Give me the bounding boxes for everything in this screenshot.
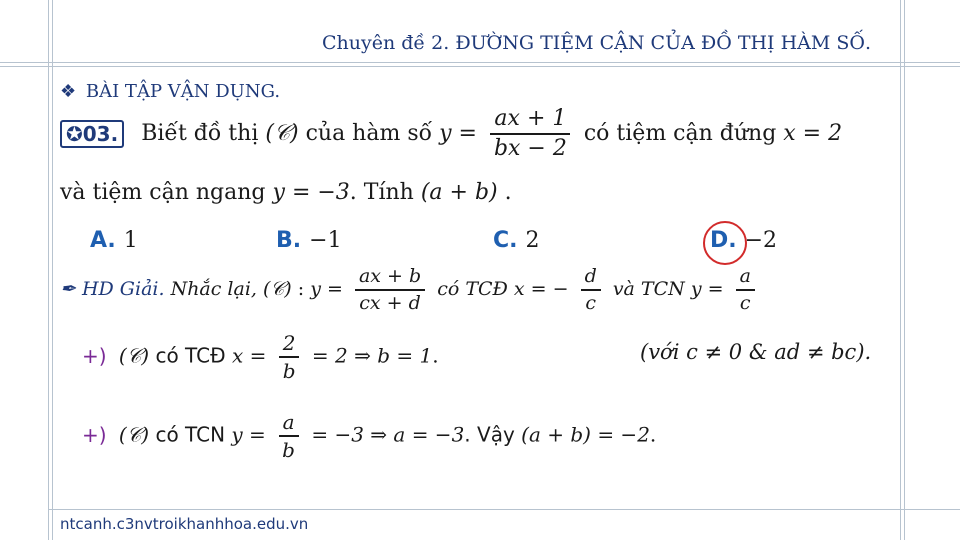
tcn-lhs: y = xyxy=(690,277,724,300)
graph-symbol: (𝒞) xyxy=(118,343,150,368)
step-fraction xyxy=(278,411,299,461)
question-text-4: và tiệm cận ngang xyxy=(60,180,266,205)
answer-value: −2 xyxy=(744,228,778,253)
correct-answer-circle xyxy=(703,221,747,265)
answer-value: 1 xyxy=(123,228,138,253)
question-text-1: Biết đồ thị xyxy=(141,121,259,147)
question-number: 03. xyxy=(82,122,119,147)
colon: : xyxy=(297,277,305,300)
fraction-denominator: bx − 2 xyxy=(493,136,567,162)
step-bullet: +) xyxy=(82,343,107,368)
final-answer: (a + b) = −2 xyxy=(521,422,650,447)
condition-text: (với c ≠ 0 & ad ≠ bc). xyxy=(640,340,872,364)
diamond-icon: ❖ xyxy=(60,81,77,102)
answer-value: 2 xyxy=(525,228,540,253)
footer-divider xyxy=(48,509,960,510)
answer-b[interactable] xyxy=(276,228,342,253)
step-fraction xyxy=(279,332,300,382)
step-vertical-asymptote xyxy=(82,332,439,382)
question-text-2: của hàm số xyxy=(305,121,433,147)
function-lhs: y = xyxy=(310,277,343,300)
frame-line-right xyxy=(900,0,901,540)
answer-label: B. xyxy=(276,228,302,253)
horizontal-asymptote: y = −3 xyxy=(272,180,350,205)
question-line-1 xyxy=(60,107,842,161)
general-fraction xyxy=(355,266,425,314)
step-conclusion-text: . Vậy xyxy=(464,422,515,447)
badge-star-icon: ✪ xyxy=(66,122,83,147)
graph-symbol: (𝒞) xyxy=(263,277,292,300)
step-end: . xyxy=(649,422,657,447)
answer-label: D. xyxy=(710,228,737,253)
frame-line-right-inner xyxy=(904,0,905,540)
step-text: có TCĐ xyxy=(155,343,226,368)
step-bullet: +) xyxy=(82,422,107,447)
step-horizontal-asymptote xyxy=(82,411,656,461)
fraction-denominator: c xyxy=(739,291,751,314)
section-title: BÀI TẬP VẬN DỤNG. xyxy=(85,81,281,102)
page-title: Chuyên đề 2. ĐƯỜNG TIỆM CẬN CỦA ĐỒ THỊ HÀM SỐ. xyxy=(322,32,872,54)
step-rhs: = 2 ⇒ b = 1 xyxy=(311,343,433,368)
fraction-denominator: c xyxy=(585,291,597,314)
question-line-2 xyxy=(60,180,512,205)
solution-label: HD Giải. xyxy=(81,277,165,300)
tcn-fraction xyxy=(736,266,755,314)
step-text: có TCN xyxy=(155,422,226,447)
answer-c[interactable] xyxy=(493,228,540,253)
fraction-numerator: d xyxy=(581,266,601,291)
tcd-fraction xyxy=(581,266,601,314)
frame-line-left xyxy=(48,0,49,540)
solution-hint xyxy=(60,266,761,314)
step-end: . xyxy=(432,343,439,368)
vertical-asymptote: x = 2 xyxy=(783,121,843,147)
answer-value: −1 xyxy=(309,228,342,253)
question-text-3: có tiệm cận đứng xyxy=(583,121,777,147)
step-lhs: x = xyxy=(231,343,267,368)
function-fraction xyxy=(490,107,571,161)
graph-symbol: (𝒞) xyxy=(118,422,150,447)
footer-site: ntcanh.c3nvtroikhanhhoa.edu.vn xyxy=(60,515,309,533)
question-badge xyxy=(60,120,124,148)
pen-icon: ✒ xyxy=(60,277,76,300)
fraction-denominator: cx + d xyxy=(359,291,421,314)
tcd-lhs: x = − xyxy=(513,277,569,300)
tcd-text: có TCĐ xyxy=(437,277,508,300)
tcn-text: và TCN xyxy=(612,277,685,300)
fraction-numerator: ax + b xyxy=(355,266,425,291)
fraction-numerator: a xyxy=(736,266,755,291)
answer-label: A. xyxy=(90,228,116,253)
fraction-denominator: b xyxy=(282,438,295,462)
answer-label: C. xyxy=(493,228,518,253)
step-rhs: = −3 ⇒ a = −3 xyxy=(311,422,465,447)
fraction-denominator: b xyxy=(282,359,296,383)
sum-expression: (a + b) xyxy=(420,180,498,205)
question-text-5: . Tính xyxy=(349,180,414,205)
recall-text: Nhắc lại, xyxy=(170,277,257,300)
frame-line-top-inner xyxy=(0,66,960,67)
frame-line-top xyxy=(0,62,960,63)
fraction-numerator: a xyxy=(279,411,299,437)
fraction-numerator: 2 xyxy=(279,332,300,358)
graph-symbol: (𝒞) xyxy=(265,121,299,147)
step-lhs: y = xyxy=(231,422,266,447)
section-heading xyxy=(60,81,280,102)
answer-a[interactable] xyxy=(90,228,138,253)
function-lhs: y = xyxy=(439,121,477,147)
question-end: . xyxy=(504,180,512,205)
fraction-numerator: ax + 1 xyxy=(490,107,570,135)
frame-line-left-inner xyxy=(52,0,53,540)
